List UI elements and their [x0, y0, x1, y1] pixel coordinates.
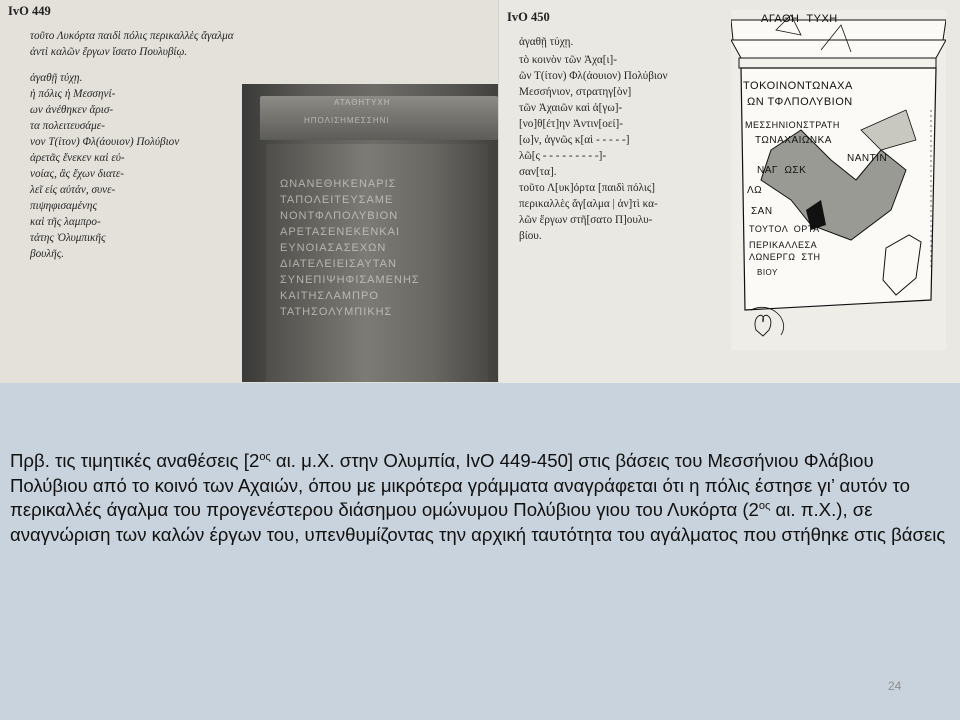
text-line: ἀγαθῇ τύχῃ.	[30, 72, 83, 84]
photo-inscription-line: ΩΝΑΝΕΘΗΚΕΝΑΡΙΣ	[280, 178, 397, 190]
drawing-inscription-line: ΤΩΝΑΧΑΙΩΝΚΑ	[755, 135, 832, 146]
text-line: [ω]ν, ἁγνῶς κ[αὶ - - - - -]	[519, 134, 630, 146]
drawing-inscription-line: ΤΟΥΤΟΛ ΟΡΤΑ	[749, 224, 820, 234]
text-line: ἀγαθῇ τύχῃ.	[519, 36, 574, 48]
photo-inscription-line: ΣΥΝΕΠΙΨΗΦΙΣΑΜΕΝΗΣ	[280, 274, 420, 286]
text-line: ων ἀνέθηκεν ἄρισ-	[30, 104, 114, 116]
caption-superscript: ος	[758, 500, 771, 512]
text-line: νον Τ(ίτον) Φλ(άουιον) Πολύβιον	[30, 136, 180, 148]
caption-superscript: ος	[259, 450, 271, 463]
photo-inscription-line: ΤΑΤΗΣΟΛΥΜΠΙΚΗΣ	[280, 306, 393, 318]
text-line: ἡ πόλις ἡ Μεσσηνί-	[30, 88, 116, 100]
inscription-ref-450: IvO 450	[507, 10, 550, 24]
text-line: Μεσσήνιον, στρατηγ[ὸν]	[519, 86, 632, 98]
epigram-line-1: τοῦτο Λυκόρτα παιδὶ πόλις περικαλλὲς ἄγαλμα	[30, 30, 234, 42]
photo-inscription-line: ΗΠΟΛΙΣΗΜΕΣΣΗΝΙ	[304, 116, 390, 125]
photo-inscription-line: ΕΥΝΟΙΑΣΑΣΕΧΩΝ	[280, 242, 387, 254]
caption-part: αι. μ.Χ. στην Ολυμπία, IvO 449-450] στις βάσεις του Μεσσήνιου Φλάβιου Πολύβιου από το κοινό των Αχαιών, όπου με μικρότερα γράμματα αναγράφεται ότι η πόλις έστησε γι’ αυτόν το περικαλλές άγαλμα του προγενέστερου διάσημου ομώνυμου Πολύβιου γιου του Λυκόρτα (2	[10, 450, 910, 521]
photo-inscription-line: ΑΤΑΘΗΤΥΧΗ	[334, 98, 391, 107]
text-line: τῶν Ἀχαιῶν καὶ ἀ[γω]-	[519, 102, 623, 114]
text-line: λεῖ εἰς αὐτάν, συνε-	[30, 184, 116, 196]
text-line: λῶ[ς - - - - - - - - -]-	[519, 150, 607, 162]
drawing-inscription-line: ΠΕΡΙΚΑΛΛΕΣΑ	[749, 240, 818, 250]
inscription-drawing	[731, 10, 946, 350]
drawing-inscription-line: ΝΑΓ ΩΣΚ	[757, 165, 807, 176]
page-number: 24	[888, 679, 902, 693]
text-line: τα πολειτευσάμε-	[30, 120, 105, 132]
text-line: τοῦτο Λ[υκ]όρτα [παιδὶ πόλις]	[519, 182, 655, 194]
book-scan-right	[498, 0, 960, 383]
text-line: πιψηφισαμένης	[30, 200, 97, 212]
text-line: [νο]θ[έτ]ην Ἀντιν[οεί]-	[519, 118, 623, 130]
drawing-inscription-line: ΝΑΝΤΙΝ	[847, 153, 888, 164]
drawing-inscription-line: ΜΕΣΣΗΝΙΟΝΣΤΡΑΤΗ	[745, 120, 840, 130]
drawing-inscription-line: ΩΝ ΤΦΛΠΟΛΥΒΙΟΝ	[747, 96, 853, 108]
text-line: καὶ τῆς λαμπρο-	[30, 216, 101, 228]
caption-part: Πρβ. τις τιμητικές αναθέσεις [2	[10, 450, 260, 471]
epigram-line-2: ἀντὶ καλῶν ἔργων ἵσατο Πουλυβίῳ.	[30, 46, 188, 58]
text-line: βίου.	[519, 230, 542, 242]
caption-part: αι. π.Χ.), σε αναγνώριση των καλών έργων του, υπενθυμίζοντας την αρχική ταυτότητα του αγάλματος που στήθηκε στις βάσεις	[10, 499, 946, 545]
stone-base-photo	[242, 84, 508, 382]
drawing-inscription-line: ΤΟΚΟΙΝΟΝΤΩΝΑΧΑ	[743, 80, 853, 92]
text-line: βουλῆς.	[30, 248, 65, 260]
photo-inscription-line: ΚΑΙΤΗΣΛΑΜΠΡΟ	[280, 290, 379, 302]
book-scan-left	[0, 0, 510, 383]
text-line: τάτης Ὀλυμπικῆς	[30, 232, 106, 244]
drawing-inscription-line: ΑΓΑΘΗ ΤΥΧΗ	[761, 13, 838, 25]
text-line: νοίας, ἃς ἔχων διατε-	[30, 168, 124, 180]
drawing-inscription-line: ΒΙΟΥ	[757, 268, 778, 277]
text-line: τὸ κοινὸν τῶν Ἀχα[ι]-	[519, 54, 617, 66]
photo-inscription-line: ΝΟΝΤΦΛΠΟΛΥΒΙΟΝ	[280, 210, 399, 222]
photo-inscription-line: ΔΙΑΤΕΛΕΙΕΙΣΑΥΤΑΝ	[280, 258, 397, 270]
text-line: ἀρετᾶς ἕνεκεν καὶ εὐ-	[30, 152, 125, 164]
drawing-inscription-line: ΣΑΝ	[751, 206, 773, 217]
text-line: ῶν Τ(ίτον) Φλ(άουιον) Πολύβιον	[519, 70, 668, 82]
text-line: περικαλλὲς ἄγ[αλμα | ἀν]τὶ κα-	[519, 198, 658, 210]
photo-inscription-line: ΑΡΕΤΑΣΕΝΕΚΕΝΚΑΙ	[280, 226, 401, 238]
inscription-ref-449: IvO 449	[8, 4, 51, 18]
text-line: σαν[τα].	[519, 166, 557, 178]
slide-caption	[10, 449, 950, 547]
photo-inscription-line: ΤΑΠΟΛΕΙΤΕΥΣΑΜΕ	[280, 194, 394, 206]
drawing-inscription-line: ΛΩ	[747, 185, 763, 196]
text-line: λῶν ἔργων στῆ[σατο Π]ουλυ-	[519, 214, 653, 226]
drawing-inscription-line: ΛΩΝΕΡΓΩ ΣΤΗ	[749, 252, 821, 262]
